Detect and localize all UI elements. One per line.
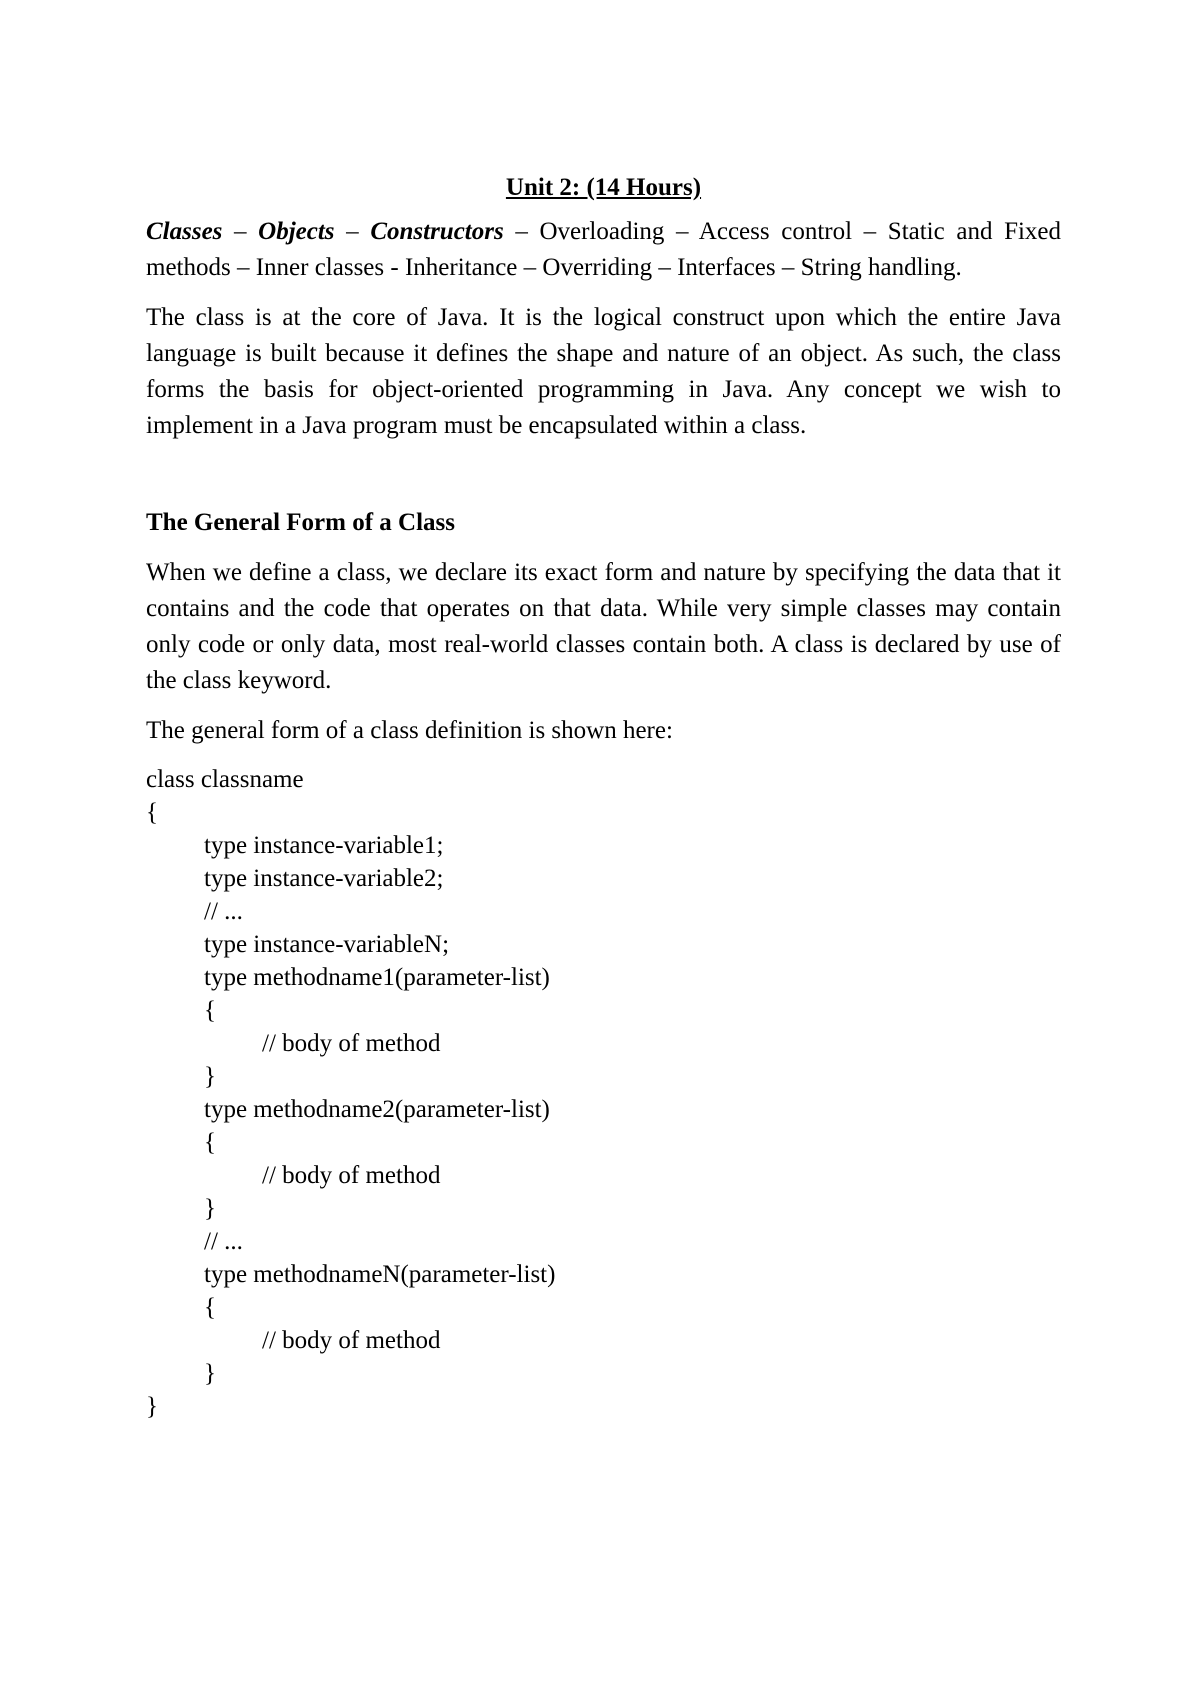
code-line: } [204, 1063, 216, 1090]
class-general-form-code [146, 763, 1061, 1423]
general-form-intro: The general form of a class definition is shown here: [146, 717, 673, 744]
code-line: type methodname1(parameter-list) [204, 964, 550, 991]
code-line: // body of method [262, 1162, 441, 1189]
document-page [146, 170, 1061, 1423]
intro-paragraph: The class is at the core of Java. It is the logical construct upon which the entire Java language is built because it defines the shape and nature of an object. As such, the class forms the basis for object-oriented programming in Java. Any concept we wish to implement in a Java program must be encapsulated within a class. [146, 304, 1061, 439]
code-line: // body of method [262, 1030, 441, 1057]
code-line: type instance-variable1; [204, 832, 444, 859]
topics-rest: – Overloading – Access control – Static and Fixed methods – Inner classes - Inheritance – Overriding – Interfaces – String handling. [146, 218, 1062, 281]
code-line: { [204, 1294, 216, 1321]
topic-constructors: Constructors [370, 218, 504, 245]
topic-objects: Objects [258, 218, 335, 245]
code-line: { [204, 997, 216, 1024]
code-line: // body of method [262, 1327, 441, 1354]
unit-title: Unit 2: (14 Hours) [505, 174, 702, 201]
code-line: type instance-variableN; [204, 931, 450, 958]
code-line: // ... [204, 898, 243, 925]
section-paragraph: When we define a class, we declare its exact form and nature by specifying the data that it contains and the code that operates on that data. While very simple classes may contain only code or only data, most real-world classes contain both. A class is declared by use of the class keyword. [146, 559, 1061, 694]
code-line: { [204, 1129, 216, 1156]
code-line: } [204, 1195, 216, 1222]
code-line: type instance-variable2; [204, 865, 444, 892]
code-line: } [146, 1393, 158, 1420]
code-line: { [146, 799, 158, 826]
topic-separator: – [222, 218, 259, 245]
topic-classes: Classes [146, 218, 223, 245]
code-line: type methodname2(parameter-list) [204, 1096, 550, 1123]
code-line: class classname [146, 766, 304, 793]
code-line: // ... [204, 1228, 243, 1255]
topics-paragraph [146, 214, 1061, 286]
topic-separator: – [334, 218, 371, 245]
code-line: type methodnameN(parameter-list) [204, 1261, 556, 1288]
section-heading: The General Form of a Class [146, 509, 455, 536]
code-line: } [204, 1360, 216, 1387]
